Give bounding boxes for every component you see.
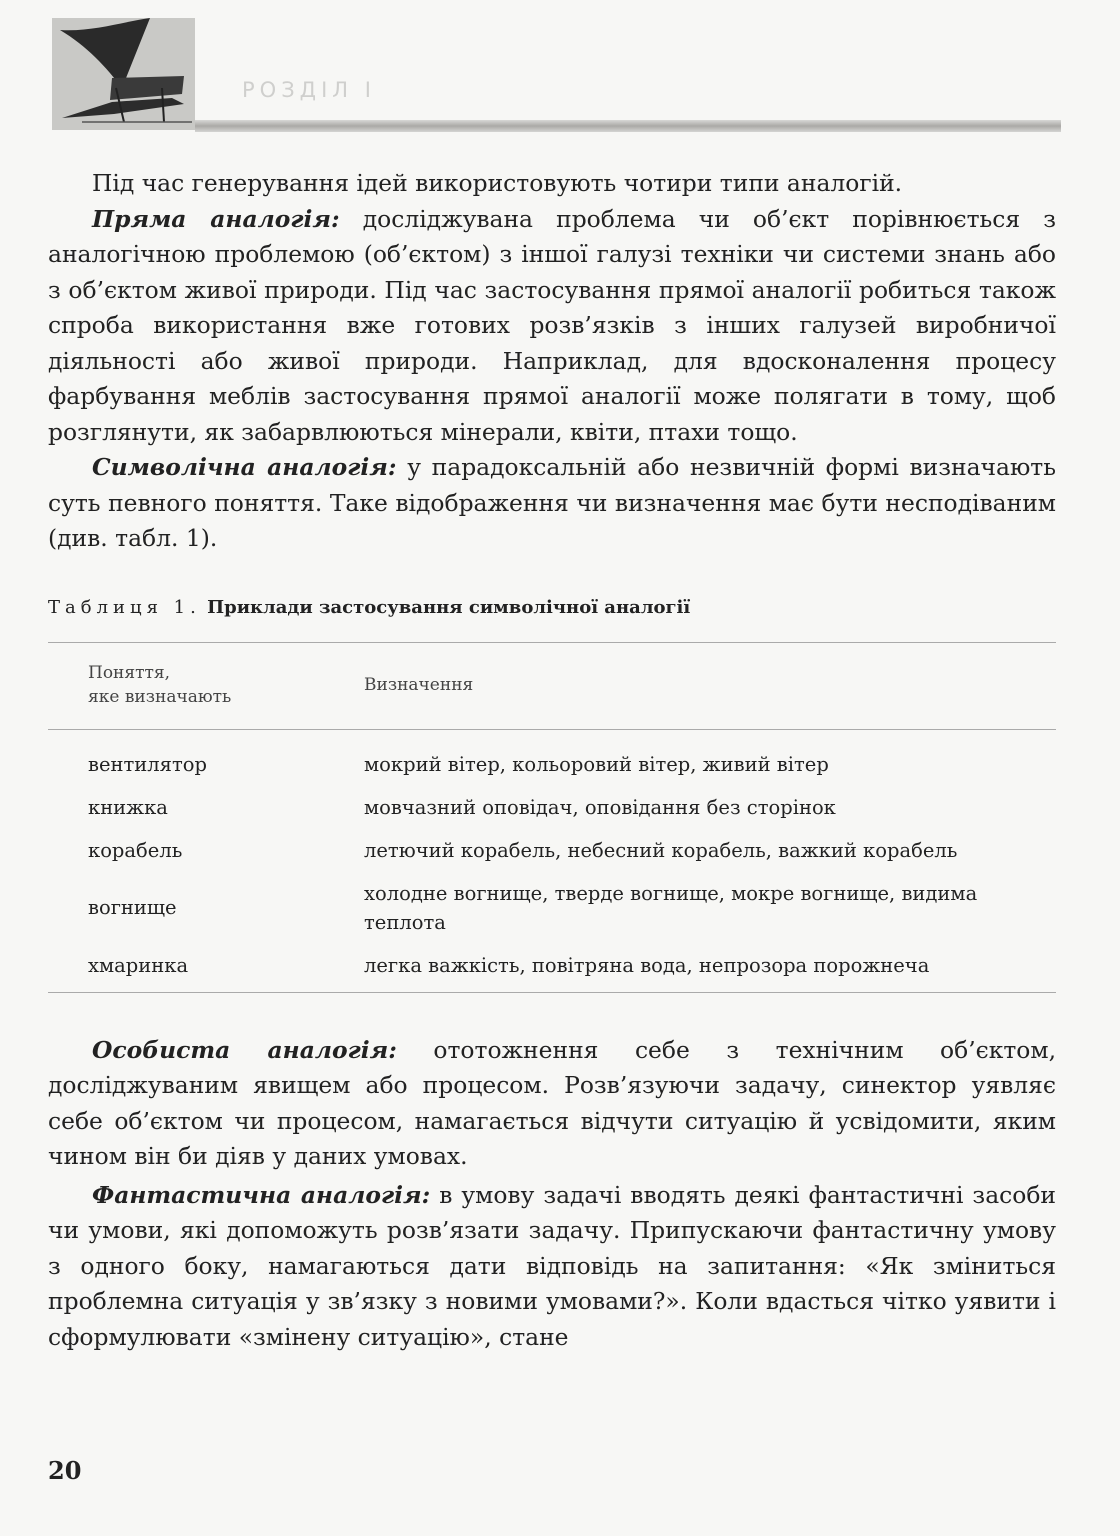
page-content [48,166,1056,1355]
table-caption-label: Таблиця 1. [48,596,201,618]
concept-cell: вентилятор [88,752,207,776]
analogy-table [48,642,1056,993]
paragraph-text: ототожнення себе з технічним об’єктом, досліджуваним явищем або процесом. Розв’язуючи задачу, синектор уявляє себе об’єктом чи процесом, намагається відчути ситуацію й усвідомити, яким чином він би діяв у даних умовах. [48,1035,1057,1170]
term: Символічна аналогія: [92,453,397,481]
paragraph [48,1033,1056,1175]
paragraph-text: Під час генерування ідей використовують чотири типи аналогій. [92,169,903,197]
table-row [48,729,1056,786]
table-row [48,786,1056,829]
table-header-row [48,642,1056,729]
paragraph-text: досліджувана проблема чи об’єкт порівнюється з аналогічною проблемою (об’єктом) з іншої галузі техніки чи системи знань або з об’єктом живої природи. Під час застосування прямої аналогії робиться також спроба використання вже готових розв’язків з інших галузей виробничої діяльності або живої природи. Наприклад, для вдосконалення процесу фарбування меблів застосування прямої аналогії може полягати в тому, щоб розглянути, як забарвлюються мінерали, квіти, птахи тощо. [48,204,1056,446]
concept-cell: корабель [88,838,183,862]
paragraph [48,202,1056,451]
term: Пряма аналогія: [92,204,340,233]
table-caption-title: Приклади застосування символічної аналогії [207,596,691,618]
header-rule [195,120,1061,132]
column-header-concept: Поняття, яке визначають [48,642,364,729]
paragraph [48,166,1056,202]
term: Фантастична аналогія: [92,1180,431,1209]
section-label: РОЗДІЛ І [242,78,376,102]
definition-cell: летючий корабель, небесний корабель, важкий корабель [364,838,958,862]
page-number: 20 [48,1456,82,1485]
concept-cell: хмаринка [48,944,364,993]
table-row [48,872,1056,944]
paragraph [48,450,1056,557]
content-after-table [48,1033,1056,1356]
column-header-definition: Визначення [364,642,1056,729]
definition-cell: легка важкість, повітряна вода, непрозора порожнеча [364,944,1056,993]
paragraph [48,1178,1056,1356]
definition-cell: холодне вогнище, тверде вогнище, мокре вогнище, видима теплота [364,881,978,934]
page-header [52,18,1062,133]
definition-cell: мокрий вітер, кольоровий вітер, живий вітер [364,752,829,776]
term: Особиста аналогія: [92,1035,397,1064]
concept-cell: вогнище [88,896,177,919]
ornithopter-icon [52,18,195,130]
table-row [48,944,1056,993]
paragraph-text: у парадоксальній або незвичній формі визначають суть певного поняття. Таке відображення чи визначення має бути несподіваним (див. табл. 1). [48,453,1056,552]
concept-cell: книжка [88,795,168,819]
table-caption [48,597,1056,618]
paragraph-text: в умову задачі вводять деякі фантастичні засоби чи умови, які допоможуть розв’язати задачу. Припускаючи фантастичну умову з одного боку, намагаються дати відповідь на запитання: «Як зміниться проблемна ситуація у зв’язку з новими умовами?». Коли вдасться чітко уявити і сформулювати «змінену ситуацію», стане [48,1180,1056,1351]
definition-cell: мовчазний оповідач, оповідання без сторінок [364,795,836,819]
table-row [48,829,1056,872]
